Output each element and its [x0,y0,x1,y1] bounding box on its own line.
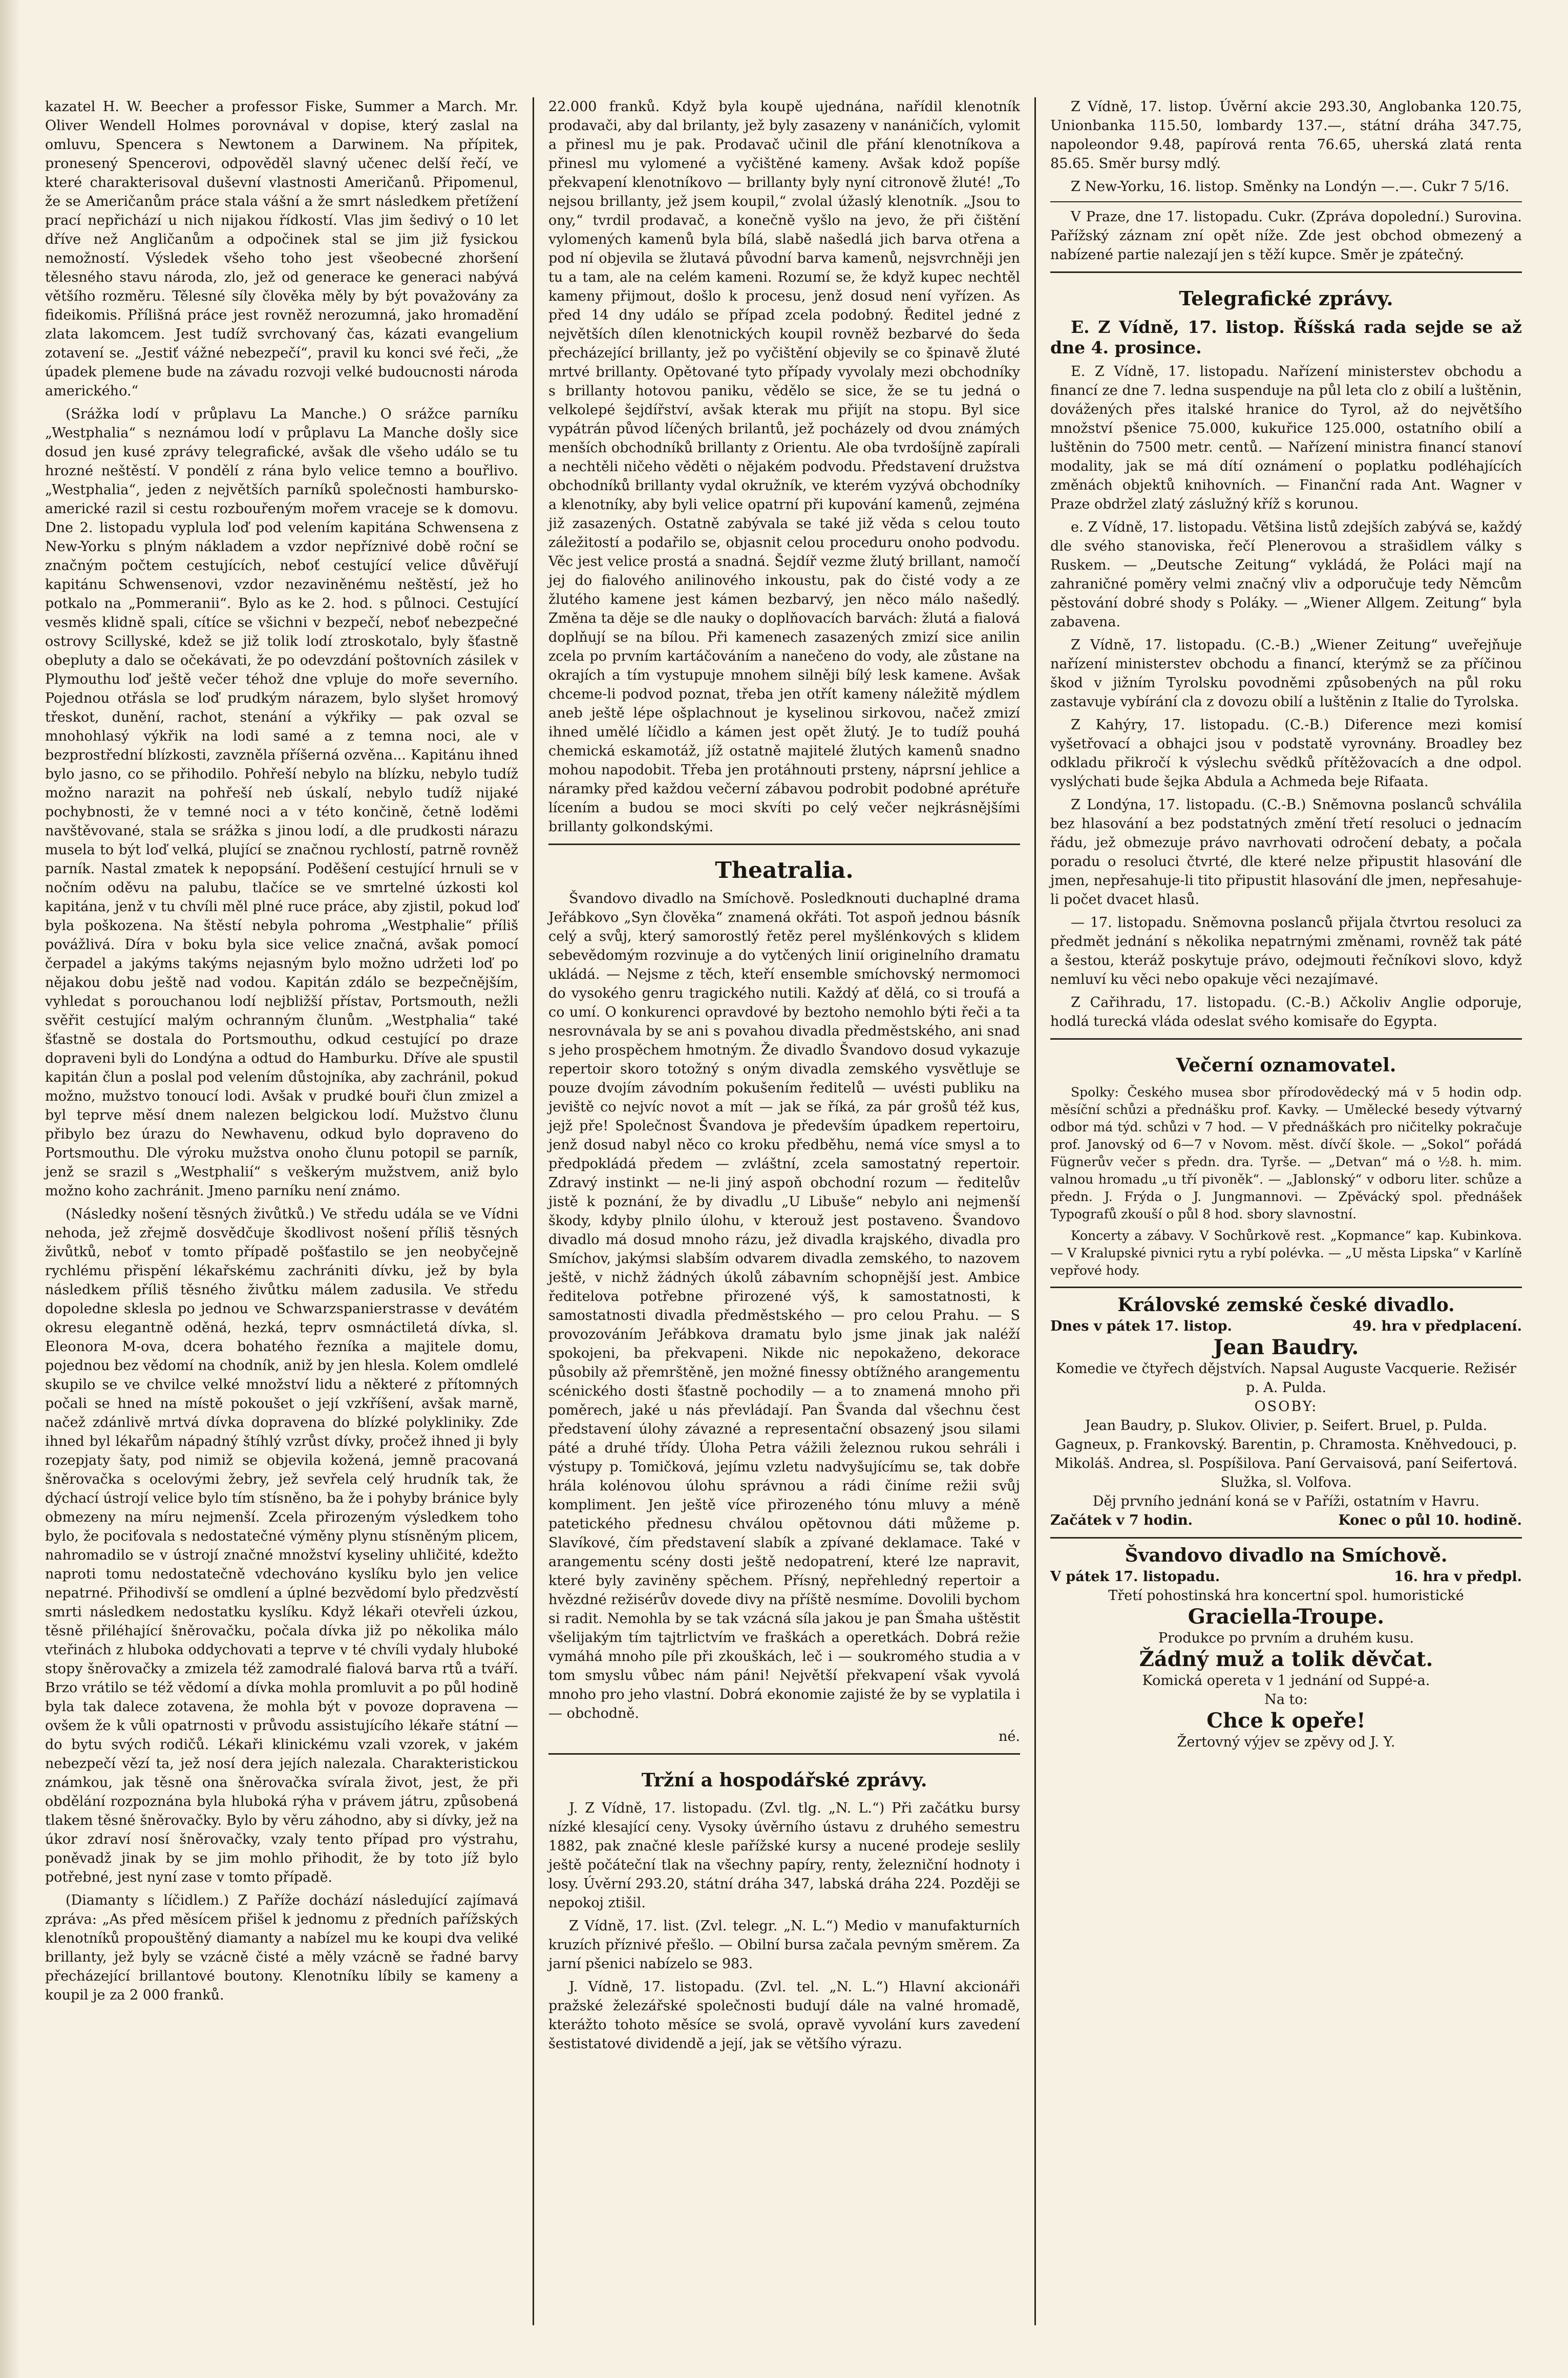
divider [1050,201,1522,202]
telegraph-item-2: E. Z Vídně, 17. listopadu. Nařízení ministerstev obchodu a financí ze dne 7. ledna suspenduje na půl leta clo z obilí a luštěnin, dovážených přes italské hranice do Tyrol, až do největšího množství pšenice 75.000, kukuřice 125.000, ostatního obilí a luštěnin do 7500 metr. centů. — Nařízení ministra financí stanoví modality, jak se má dítí oznámení o poplatku podléhajících změnách objektů knihovních. — Finanční rada Ant. Wagner v Praze obdržel zlatý záslužný kříž s korunou. [1050,364,1522,512]
vienna-bourse: Z Vídně, 17. listop. Úvěrní akcie 293.30, Anglobanka 120.75, Unionbanka 115.50, lombardy 137.—, státní dráha 347.75, napoleondor 9.48, papírová renta 76.65, uherská zlatá renta 85.65. Směr bursy mdlý. [1050,99,1522,172]
market-report-2: Z Vídně, 17. list. (Zvl. telegr. „N. L.“) Medio v manufakturních kruzích příznivé přešlo. — Obilní bursa začala pevným směrem. Za jarní pšenici nabízelo se 983. [548,1918,1020,1972]
theatre-svanda-date: V pátek 17. listopadu. [1050,1569,1220,1585]
theatre-svanda-title: Švandovo divadlo na Smíchově. [1125,1545,1448,1566]
divider [1050,271,1522,273]
market-report-1: J. Z Vídně, 17. listopadu. (Zvl. tlg. „N. L.“) Při začátku bursy nízké klesající ceny. Vysoky úvěrního ústavu z druhého semestru 1882, pak značné klesle pařížské kursy a nucené prodeje seslily ještě počáteční tlak na všechny papíry, renty, železniční hodnoty i losy. Úvěrní 293.20, státní dráha 347, labská dráha 224. Později se nepokoj ztišil. [548,1800,1020,1911]
theatre-svanda-line4: Na to: [1264,1692,1308,1708]
theatre-national-end: Konec o půl 10. hodině. [1338,1512,1522,1528]
theatre-national-cast: Jean Baudry, p. Slukov. Olivier, p. Seifert. Bruel, p. Pulda. Gagneux, p. Frankovský. Barentin, p. Chramosta. Kněhvedouci, p. Mikoláš. Andrea, sl. Pospíšilova. Paní Gervaisová, paní Seifertová. Služka, sl. Volfova. [1054,1418,1518,1490]
article-spencer: kazatel H. W. Beecher a professor Fiske, Summer a March. Mr. Oliver Wendell Holmes porovnával v dopise, který zaslal na omluvu, Spencera s Newtonem a Darwinem. Na přípitek, pronesený Spencerovi, odpověděl slavný učenec delší řečí, ve které charakterisoval duševní vlastnosti Američanů. Připomenul, že se Američanům práce stala vášní a že smrt následkem přetížení prací nepřichází u nich nijakou řídkostí. Vlas jim šedivý o 10 let dříve než Angličanům a odpočinek stal se jim již fysickou nemožností. Výsledek všeho toho jest všeobecné zhoršení tělesného stavu národa, zlo, jež od generace ke generaci nabývá většího rozměru. Tělesné síly člověka měly by být považovány za fideikomis. Přílišná práce jest rovněž nerozumná, jako hromadění zlata lakomcem. Jest tudíž svrchovaný čas, kázati evangelium zotavení se. „Jestiť vážné nebezpečí“, pravil ku konci své řeči, „že úpadek plemene bude na závadu rozvoji velké budoucnosti národa amerického.“ [45,99,518,399]
theatre-svanda-play1: Žádný muž a tolik děvčat. [1139,1647,1433,1671]
divider [1050,1287,1522,1288]
theatre-national-desc: Komedie ve čtyřech dějstvích. Napsal Auguste Vacquerie. Režisér p. A. Pulda. [1055,1361,1517,1396]
theatre-svanda-line1: Produkce po prvním a druhém kusu. [1158,1630,1414,1646]
telegraph-item-3: e. Z Vídně, 17. listopadu. Většina listů zdejších zabývá se, každý dle svého stanoviska, řečí Plenerovou a strašidlem války s Ruskem. — „Deutsche Zeitung“ vykládá, že Poláci mají na zahraničné poměry velmi značný vliv a odporučuje tedy Němcům pěstování dobré shody s Poláky. — „Wiener Allgem. Zeitung“ byla zabavena. [1050,519,1522,630]
theatre-svanda-line6: Žertovný výjev se zpěvy od J. Y. [1177,1734,1395,1750]
theatre-svanda-intro: Třetí pohostinská hra koncertní spol. humoristické [1108,1588,1464,1604]
telegraph-item-6: Z Londýna, 17. listopadu. (C.-B.) Sněmovna poslanců schválila bez hlasování a bez podstatných změní třetí resoluci o jednacím řádu, jež obmezuje právo navrhovati odročení debaty, a počala poradu o resoluci čtvrté, dle které nelze připustit hlasování dle jmen, nepřesahuje-li tito připustit hlasování dle jmen, nepřesahuje-li počet dvacet hlasů. [1050,797,1522,908]
theatre-national-subscription: 49. hra v předplacení. [1352,1318,1522,1334]
column-1 [31,97,533,2325]
telegraph-item-7: — 17. listopadu. Sněmovna poslanců přijala čtvrtou resoluci za předmět jednání s několika nepatrnými změnami, rovněž tak páté a šestou, kteráž poskytuje právo, odejmouti řečníkovi slovo, když nemluví ku věci nebo opakuje věci nezajímavé. [1050,915,1522,987]
theatre-national-start: Začátek v 7 hodin. [1050,1512,1193,1528]
divider [548,1753,1020,1755]
newyork-bourse: Z New-Yorku, 16. listop. Směnky na Londýn —.—. Cukr 7 5/16. [1071,179,1510,195]
telegraph-item-8: Z Cařihradu, 17. listopadu. (C.-B.) Ačkoliv Anglie odporuje, hodlá turecká vláda odeslat svého komisaře do Egypta. [1050,995,1522,1029]
theatre-svanda-play2: Chce k opeře! [1206,1709,1366,1733]
newspaper-page [31,97,1536,2325]
theatre-national-date: Dnes v pátek 17. listop. [1050,1318,1232,1334]
divider [1050,1038,1522,1040]
theatre-svanda-troupe: Graciella-Troupe. [1188,1605,1385,1629]
theatralia-heading: Theatralia. [715,857,854,883]
prague-sugar: V Praze, dne 17. listopadu. Cukr. (Zpráva dopolední.) Surovina. Pařížský záznam zní opět níže. Zde jest obchod obmezený a nabízené partie nalezají jen s těží kupce. Směr je zpátečný. [1050,209,1522,263]
theatralia-body: Švandovo divadlo na Smíchově. Posledknouti duchaplné drama Jeřábkovo „Syn člověka“ znamená okřáti. Tot aspoň jednou básník celý a svůj, který samorostlý řetěz perel myšlénkových s klidem sebevědomým rozvinuje a do vytčených linií originelního dramatu ukládá. — Nejsme z těch, kteří ensemble smíchovský nermomoci do vysokého genru tragického nutili. Každý ať dělá, co si troufá a co umí. O konkurenci opravdové by beztoho nemohlo býti řeči a ta nesrovnávala by se ani s povahou divadla předměstského, ani snad s jeho prospěchem hmotným. Že divadlo Švandovo dosud vykazuje repertoir skoro totožný s oným divadla zemského vysvětluje se pouze dvojím závodním pokušením ředitelů — uvésti publiku na jeviště co nejvíc novot a mít — jak se říká, za pár grošů též kus, jejž pře! Společnost Švandova je především úpadkem repertoiru, jenž dosud nabyl něco co kroku předběhu, nemá více smysl a to předpokládá předem — zvláštní, zcela samostatný repertoir. Zdravý instinkt — ne-li jiný aspoň obchodní rozum — ředitelův jistě k poznání, že by divadlu „U Libuše“ nebylo ani nejmenší škody, kdyby plnilo úlohu, v kterouž jest postaveno. Švandovo divadlo má dosud mnoho rázu, jež divadla krajského, divadla pro Smíchov, jakýmsi slabším odvarem divadla zemského, to nazovem ještě, v nichž žádných úkolů zábavním schopnější jest. Ambice ředitelova potřebne přirozené výš, k samostatnosti, k samostatnosti divadla předměstského — pro celou Prahu. — S provozováním Jeřábkova dramatu bylo jsme jinak jak naléží spokojeni, ba překvapeni. Nikde nic nepokaženo, dekorace působily až přemrštěně, jen možné finessy obtížného arangementu scénického dosti šťastně pochodily — a to znamená mnoho při poměrech, jaké u nás převládají. Pan Švanda dal všechnu čest představení úlohy závazné a representační obsazený jsou silami páté a druhé třídy. Úloha Petra vážili železnou rukou sehráli i výstupy p. Tomičková, jejímu vzletu nadvyšujícímu se, tak dobře hrála kolénovou úlohu správnou a rádi činíme režii svůj kompliment. Jen ještě více přirozeného tónu mluvy a méně patetického přednesu chválou opětovnou dáti můžeme p. Slavíkové, čím představení slabík a zpívané deklamace. Také v arangementu scény dosti ještě nedopatrení, které lze napravit, které byly zaviněny spěchem. Přísný, nepřehledný repertoir a hvězdné režisérův dovede divy na příště nesmíme. Dovolili bychom si radit. Nemohla by se tak vzácná síla jakou je pan Šmaha uštěstit všelijakým tím tajtrlictvím ve fraškách a operetkách. Dobrá režie vymáhá mnoho píle při zkouškách, leč i — soukromého studia a v tom smyslu vůbec nám páni! Největší překvapení však vyvolá mnoho pro jeho vlastní. Dobrá ekonomie zajisté že by se vyplatila i — obchodně. [548,891,1020,1721]
article-diamonds-cont: 22.000 franků. Když byla koupě ujednána, nařídil klenotník prodavači, aby dal brilanty, jež byly zasazeny v nanáničích, vylomit a přinesl mu je pak. Prodavač učinil dle přání klenotníkova a přinesl mu vylomené a vyčištěné kameny. Avšak kdož popíše překvapení klenotníkovo — brillanty byly nyní citronově žluté! „To nejsou brillanty, jež jsem koupil,“ zvolal úžaslý klenotník. „Jsou to ony,“ tvrdil prodavač, a konečně vyšlo na jevo, že při čištění vylomených kamenů byla bílá, slabě našedlá jich barva otřena a pod ní objevila se žlutavá původní barva kamenů, nejsvrchněji jen tu a tam, ale na celém kameni. Rozumí se, že když kupec nechtěl kameny přijmout, došlo k procesu, jenž dosud není vyřízen. As před 14 dny událo se případ zcela podobný. Ředitel jedné z největších dílen klenotnických koupil rovněž bezbarvé do šeda přecházející brillanty, jež po vyčištění objevily se co špinavě žluté mrtvé brillanty. Opětované tyto případy vyvolaly mezi obchodníky s brillanty hotovou paniku, vědělo se sice, že se tu jedná o velkolepé šejdířství, avšak kterak mu přijít na stopu. Byl sice vypátrán původ líčených brilantů, jež pocházely od dvou známých menších obchodníků brillanty z Orientu. Ale oba tvrdošíjně zapírali a nechtěli ničeho věděti o nějakém podvodu. Představení družstva obchodníků brillanty vydal okružník, ve kterém vyzývá obchodníky a klenotníky, aby byli velice opatrní při kupování kamenů, zejména již zasazených. Ostatně zabývala se také již věda s celou touto záležitostí a podařilo se, objasnit celou proceduru onoho podvodu. Věc jest velice prostá a snadná. Šejdíř vezme žlutý brillant, namočí jej do fialového anilinového inkoustu, pak do čisté vody a ze žlutého kamene jest kámen bezbarvý, jen něco málo našedlý. Změna ta děje se dle nauky o doplňovacích barvách: žlutá a fialová doplňují se na bílou. Při kamenech zasazených zmizí sice anilin zcela po prvním kartáčováním a nanečeno do vody, ale zůstane na okrajích a tím vystupuje mnohem silněji bílý lesk kamene. Avšak chceme-li podvod poznat, třeba jen otřít kameny náležitě mýdlem aneb ještě lépe ošplachnout je kyselinou sirkovou, načež zmizí ihned umělé líčidlo a kámen jest opět žlutý. Je to tudíž pouhá chemická eskamotáž, jíž ostatně majitelé žlutých kamenů snadno mohou napodobit. Třeba jen protáhnouti prsteny, náprsní jehlice a náramky před každou večerní zábavou podrobit podobné aprétuře lícením a budou se moci skvíti po celý večer nejkrásnějšími brillanty golkondskými. [548,99,1020,835]
market-report-3: J. Vídně, 17. listopadu. (Zvl. tel. „N. L.“) Hlavní akcionáři pražské železářské společnosti budují dále na valné hromadě, kterážto tohoto měsíce se svolá, opravě vyvolání kurs zavedení šestistatové dividendě a její, jak se většího výrazu. [548,1979,1020,2052]
divider [548,844,1020,845]
telegraph-item-5: Z Kahýry, 17. listopadu. (C.-B.) Diference mezi komisí vyšetřovací a obhajci jsou v podstatě vyrovnány. Broadley bez odkladu přikročí k výslechu svědků přítěžovacích a dne odpol. vyslýchati bude šejka Abdula a Achmeda beje Rifaata. [1050,717,1522,790]
telegraph-item-1: E. Z Vídně, 17. listop. Říšská rada sejde se až dne 4. prosince. [1050,317,1522,357]
theatre-national-place: Děj prvního jednání koná se v Paříži, ostatním v Havru. [1092,1493,1480,1509]
divider [1050,1537,1522,1539]
evening-clubs: Spolky: Českého musea sbor přírodovědecký má v 5 hodin odp. měsíční schůzi a přednášku prof. Kavky. — Umělecké besedy výtvarný odbor má týd. schůzi v 7 hod. — V přednáškách pro ničitelky pokračuje prof. Janovský od 6—7 v Novom. měst. dívčí škole. — „Sokol“ pořádá Fügnerův večer s předn. dra. Tyrše. — „Detvan“ má o ½8. h. mim. valnou hromadu „u tří pivoněk“. — „Jablonský“ v odboru liter. schůze a předn. J. Frýda o J. Jungmannovi. — Zpěvácký spol. přednášek Typografů zkouší o půl 8 hod. sbory slavnostní. [1050,1085,1522,1222]
column-2 [533,97,1034,2325]
theatre-national-ad [1050,1293,1522,1530]
telegraph-heading: Telegrafické zprávy. [1179,287,1393,310]
page-edge [0,0,20,2378]
theatre-national-play: Jean Baudry. [1213,1335,1359,1359]
theatre-svanda-dateline [1050,1567,1522,1586]
article-westphalia: (Srážka lodí v průplavu La Manche.) O srážce parníku „Westphalia“ s neznámou lodí v průplavu La Manche došly sice dosud jen kusé zprávy telegrafické, avšak dle všeho událo se tu hrozné neštěstí. V pondělí z rána bylo velice temno a bouřlivo. „Westphalia“, jeden z největších parníků společnosti hambursko-americké razil si cestu rozbouřeným mořem vraceje se k domovu. Dne 2. listopadu vyplula loď pod velením kapitána Schwensena z New-Yorku s plným nákladem a vzdor nepříznivé době roční se značným počtem cestujících, neboť cestující velice důvěřují kapitánu Schwensenovi, vzdor nezaviněnému neštěstí, jež ho potkalo na „Pommeranii“. Bylo as ke 2. hod. s půlnoci. Cestující vesměs klidně spali, cítíce se všichni v bezpečí, neboť nebezpečné ostrovy Scillyské, kdež se již tolik lodí ztroskotalo, byly šťastně obepluty a dalo se očekávati, že po odevzdání poštovních zásilek v Plymouthu loď ještě večer téhož dne vpluje do moře severního. Pojednou otřásla se loď prudkým nárazem, bylo slyšet hromový třeskot, dunění, rachot, stenání a výkřiky — pak ozval se mnohohlasý výkřik na lodi samé a z temna noci, ale v bezprostřední blízkosti, zavzněla příšerná ozvěna... Kapitánu ihned bylo jasno, co se přihodilo. Pohřeší nebylo na blízku, nebylo tudíž možno narazit na pohřeší neb úskalí, nebylo tudíž nijaké pochybnosti, že v temné noci a v této končině, četně loděmi navštěvované, stala se srážka s jinou lodí, a dle prudkosti nárazu musela to být loď velká, plující se značnou rychlostí, patrně rovněž parník. Nastal zmatek k nepopsání. Poděšení cestující hrnuli se v nočním oděvu na palubu, tlačíce se ve smrtelné úzkosti kol kapitána, jenž v tu chvíli měl plné ruce práce, aby zjistil, pokud loď byla poškozena. Na štěstí nebyla pohroma „Westphalie“ příliš povážlivá. Díra v boku byla sice velice značná, avšak pomocí čerpadel a jakýms takýms nejasným bylo možno udržeti loď po nějakou dobu ještě nad vodou. Kapitán zdálo se bezpečnějším, vyhledat s porouchanou lodí nejbližší přístav, Portsmouth, nežli svěřit cestující malým ochranným člunům. „Westphalia“ také šťastně se dostala do Portsmouthu, odkud cestující po draze dopraveni byli do Londýna a odtud do Hamburku. Dříve ale spustil kapitán člun a poslal pod velením důstojníka, aby zachránil, pokud možno, mužstvo tonoucí lodi. Avšak v prudké bouři člun zmizel a byl teprve měsí dnem nalezen belgickou lodí. Mužstvo člunu přibylo bez úrazu do Newhavenu, odkud bylo dopraveno do Portsmouthu. Dle výroku mužstva onoho člunu potopil se parník, jenž se srazil s „Westphalií“ s veškerým mužstvem, aniž bylo možno koho zachránit. Jmeno parníku není známo. [45,406,518,1199]
theatre-national-times [1050,1511,1522,1530]
theatre-national-title: Královské zemské české divadlo. [1117,1294,1455,1316]
article-diamonds-start: (Diamanty s líčidlem.) Z Paříže dochází následující zajímavá zpráva: „As před měsícem přišel k jednomu z předních pařížských klenotníků propouštěný diamanty a nabízel mu ke koupi dva veliké brillanty, jež byly se vzácně čisté a měly vzácně se řadné barvy přecházející brillantové boutony. Klenotníku líbily se kameny a koupil je za 2 000 franků. [45,1892,518,2003]
evening-concerts: Koncerty a zábavy. V Sochůrkově rest. „Kopmance“ kap. Kubinkova. — V Kralupské pivnici rytu a rybí polévka. — „U města Lipska“ v Karlíně vepřové hody. [1050,1228,1522,1278]
column-3 [1034,97,1536,2325]
theatre-svanda-line3: Komická opereta v 1 jednání od Suppé-a. [1142,1673,1430,1689]
article-corset: (Následky nošení těsných živůtků.) Ve středu udála se ve Vídni nehoda, jež zřejmě dosvědčuje škodlivost nošení příliš těsných živůtků, neboť v tomto případě pošťastilo se jen neobyčejně rychlému přispění lékařskému zachrániti dívku, jež by byla následkem příliš těsného živůtku málem zadusila. Ve středu dopoledne sklesla po jednou ve Schwarzspanierstrasse v devátém okresu elegantně oděná, hezká, teprv osmnáctiletá dívka, sl. Eleonora M-ova, dcera bohatého řezníka a majitele domu, pojednou bez vědomí na chodník, aniž by jen hlesla. Kolem omdlelé skupilo se ve chvilce velké množství lidu a některé z přítomných počali se hned na místě pokoušet o její vzkříšení, avšak marně, načež zdánlivě mrtvá dívka dopravena do blízké polykliniky. Zde ihned byl lékařům nápadný štíhlý vzrůst dívky, pročež ihned ji byly rozepjaty šaty, pod nimiž se objevila kožená, jemně pracovaná šněrovačka s ocelovými žebry, jež sevřela celý hrudník tak, že dýchací ústrojí velice bylo tím stísněno, ba že i pohyby bránice byly obmezeny na míru nejmenší. Zcela přirozeným výsledkem toho bylo, že pociťovala s nedostatečné výměny plynu stísněným plicem, nahromadilo se v ústrojí značné množství kyseliny uhličité, kdežto naproti tomu nedostatečně vdechováno kyslíku bylo jen velice nepatrné. Přihodivší se omdlení a úplné bezvědomí bylo předzvěstí smrti následkem nedostatku kyslíku. Když lékaři otevřeli úzkou, těsně přiléhající šněrovačku, počala dívka již po několika málo vteřinách z hluboka oddychovati a teprve v té chvíli vydaly hluboké stopy šněrovačky a zmizela též zamodralé fialová barva rtů a tváří. Brzo vrátilo se též vědomí a dívka mohla promluvit a po půl hodině byla tak dalece zotavena, že mohla být v povoze dopravena — ovšem že k vůli opatrnosti v průvodu assistujícího lékaře státní — do bytu svých rodičů. Lékaři klinickému vzali vzorek, v jakém nebezpečí vězí ta, jež nosí dera jejích nalezala. Charakteristickou známkou, jak těsně ona šněrovačka svírala život, jest, že při obdělání rozpoznána byla hluboká rýha v právem játru, způsobená tlakem těsné šněrovačky. Bylo by věru záhodno, aby si dívky, jež na úkor zdraví nosí šněrovačky, vzaly tento případ pro výstrahu, poněvadž jinak by se jim mohlo přihodit, že by toto jíž bylo potřebné, jest nyní zase v tomto případě. [45,1206,518,1885]
theatralia-signature: né. [999,1729,1020,1744]
telegraph-item-4: Z Vídně, 17. listopadu. (C.-B.) „Wiener Zeitung“ uveřejňuje nařízení ministerstev obchodu a financí, kterýmž se za příčinou škod v jižním Tyrolsku povodněmi způsobených na půl roku zastavuje vybírání cla z dovozu obilí a luštěnin z Italie do Tyrolska. [1050,637,1522,710]
evening-heading: Večerní oznamovatel. [1176,1055,1396,1076]
theatre-national-dateline [1050,1317,1522,1336]
theatre-svanda-ad [1050,1544,1522,1752]
theatre-svanda-subscription: 16. hra v předpl. [1394,1569,1522,1585]
theatre-national-cast-title: OSOBY: [1254,1399,1318,1415]
market-heading: Tržní a hospodářské zprávy. [641,1770,927,1791]
